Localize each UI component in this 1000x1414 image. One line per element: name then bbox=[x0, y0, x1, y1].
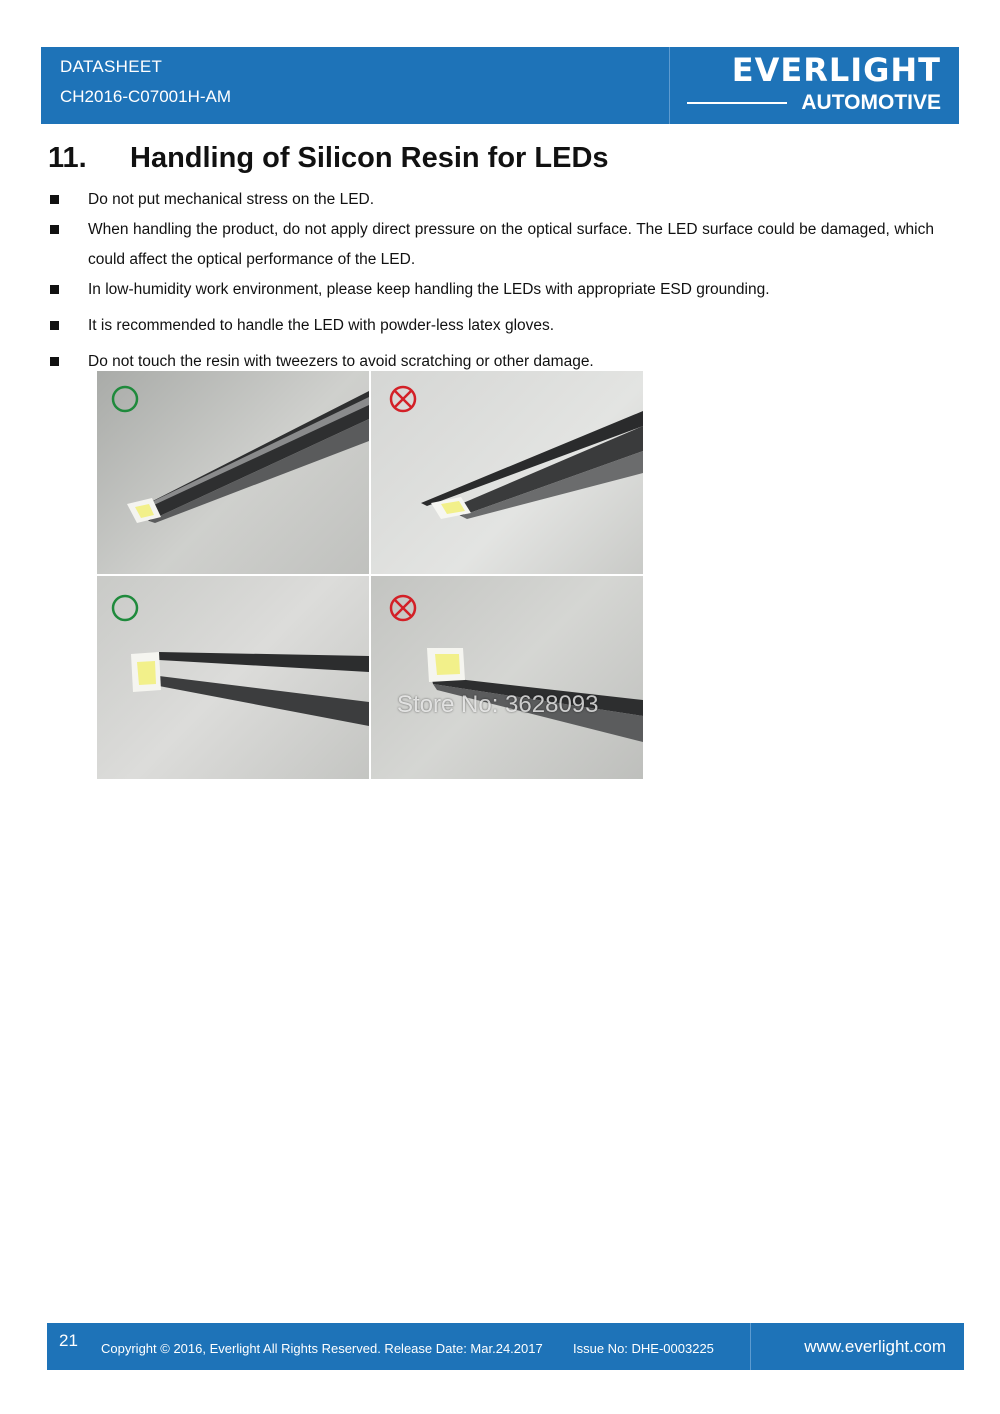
bullet-square-icon bbox=[50, 357, 59, 366]
section-title-text: Handling of Silicon Resin for LEDs bbox=[130, 142, 609, 174]
tweezers-photo bbox=[371, 371, 643, 574]
part-number: CH2016-C07001H-AM bbox=[60, 87, 232, 106]
photo-incorrect-side bbox=[371, 576, 643, 779]
issue-number: Issue No: DHE-0003225 bbox=[573, 1341, 714, 1356]
photo-incorrect-angled bbox=[371, 371, 643, 574]
header-bar bbox=[41, 47, 959, 124]
section-number: 11. bbox=[48, 142, 87, 174]
list-item bbox=[48, 185, 934, 215]
tweezers-photo bbox=[371, 576, 643, 779]
list-item-text: In low-humidity work environment, please keep handling the LEDs with appropriate ESD grounding. bbox=[88, 281, 770, 298]
list-item-text: Do not put mechanical stress on the LED. bbox=[88, 191, 375, 208]
photo-correct-angled bbox=[97, 371, 369, 574]
list-item-text: Do not touch the resin with tweezers to avoid scratching or other damage. bbox=[88, 353, 594, 370]
tweezers-photo bbox=[97, 371, 369, 574]
header-divider bbox=[669, 47, 670, 124]
tweezer-photo-grid bbox=[97, 371, 643, 779]
everlight-logo: EVERLIGHT bbox=[731, 51, 941, 89]
bullet-square-icon bbox=[50, 285, 59, 294]
photo-correct-side bbox=[97, 576, 369, 779]
list-item bbox=[48, 215, 934, 275]
list-item-text: When handling the product, do not apply direct pressure on the optical surface. The LED surface could be damaged, which could affect the optical performance of the LED. bbox=[88, 221, 934, 268]
logo-rule bbox=[687, 102, 787, 104]
tweezers-photo bbox=[97, 576, 369, 779]
bullet-square-icon bbox=[50, 321, 59, 330]
green-circle-icon bbox=[113, 387, 137, 411]
footer-bar bbox=[47, 1323, 964, 1370]
section-title bbox=[48, 142, 609, 175]
bullet-square-icon bbox=[50, 225, 59, 234]
red-cross-circle-icon bbox=[391, 596, 415, 620]
website-link[interactable]: www.everlight.com bbox=[804, 1337, 946, 1356]
handling-rules-list bbox=[48, 185, 934, 377]
doc-type: DATASHEET bbox=[60, 57, 163, 76]
page-number: 21 bbox=[59, 1331, 78, 1350]
store-watermark: Store No: 3628093 bbox=[397, 691, 599, 718]
list-item-text: It is recommended to handle the LED with powder-less latex gloves. bbox=[88, 317, 555, 334]
green-circle-icon bbox=[113, 596, 137, 620]
copyright-text: Copyright © 2016, Everlight All Rights Reserved. Release Date: Mar.24.2017 bbox=[101, 1341, 543, 1356]
footer-divider bbox=[750, 1323, 751, 1370]
bullet-square-icon bbox=[50, 195, 59, 204]
automotive-logo-text: AUTOMOTIVE bbox=[801, 91, 941, 114]
list-item bbox=[48, 311, 934, 341]
list-item bbox=[48, 275, 934, 305]
red-cross-circle-icon bbox=[391, 387, 415, 411]
